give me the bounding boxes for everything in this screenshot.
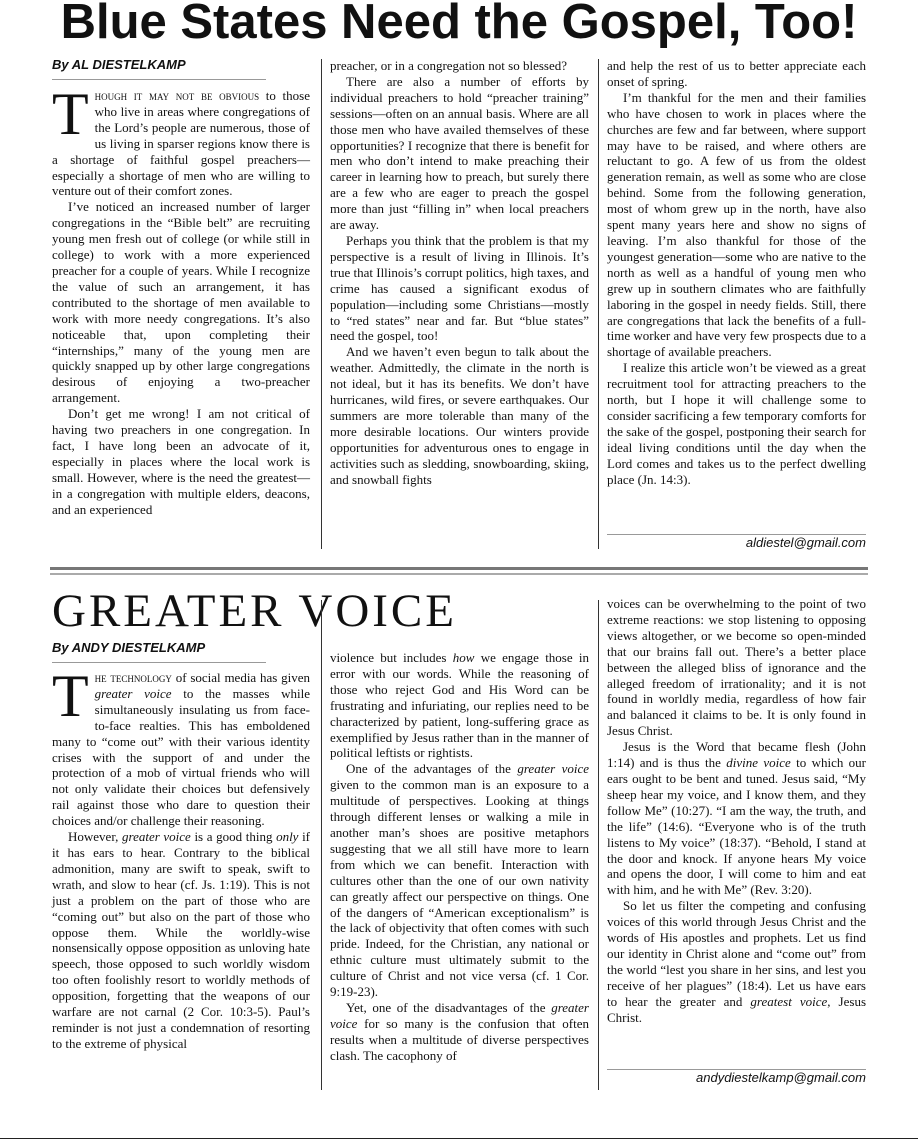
column-divider: [598, 600, 599, 1090]
article2-paragraph: Jesus is the Word that became flesh (John 1:14) and is thus the divine voice to which our ears ought to be bent and tuned. Jesus said, “My sheep hear my voice, and I know them, and they follow Me” (10:27). “I am the way, the truth, and the life” (14:6). “Everyone who is of the truth listens to My voice” (18:37). “Behold, I stand at the door and knock. If anyone hears My voice and opens the door, I will come to him and eat with him, and he with Me” (Rev. 3:20).: [607, 739, 867, 898]
article2-column-1: [52, 663, 311, 1052]
article2-byline: By ANDY DIESTELKAMP: [52, 640, 206, 655]
article1-paragraph: I realize this article won’t be viewed as a great recruitment tool for attracting preachers to the north, but I hope it will challenge some to consider sacrificing a few temporary comforts for the sake of the gospel, postponing their search for ideal living conditions until the day when the Lord comes and takes us to the perfect dwelling place (Jn. 14:3).: [607, 360, 866, 487]
article2-column-3: [607, 596, 866, 1025]
article1-column-3: [607, 58, 866, 487]
article2-title: GREATER VOICE: [52, 585, 457, 637]
column-divider: [321, 600, 322, 1090]
article2-column-2: [330, 650, 589, 1064]
article2-paragraph: Yet, one of the disadvantages of the greater voice for so many is the confusion that often results when a multitude of diverse perspectives clash. The cacophony of: [330, 999, 589, 1063]
drop-cap: T: [52, 81, 89, 147]
article1-paragraph: Though it may not be obvious to those who live in areas where congregations of the Lord’s people are numerous, those of us living in sparser regions know there is a shortage of faithful gospel preachers—especially a shortage of men who are willing to venture out of their comfort zones.: [52, 81, 310, 199]
article1-paragraph: Don’t get me wrong! I am not critical of having two preachers in one congregation. In fact, I have long been an advocate of it, especially in places where the local work is small. However, where is the need the greatest—in a congregation with multiple elders, deacons, and an experienced: [52, 406, 310, 517]
article1-column-2: [330, 58, 589, 487]
section-separator: [50, 567, 868, 570]
article2-email: andydiestelkamp@gmail.com: [696, 1070, 866, 1085]
article1-column-1: [52, 81, 310, 517]
article1-paragraph: And we haven’t even begun to talk about the weather. Admittedly, the climate in the north is not ideal, but it has its benefits. We don’t have hurricanes, wild fires, or severe earthquakes. Our summers are more tolerable than many of the more desirable locations. Our winters provide opportunities for adventurous ones to engage in activities such as sledding, snowboarding, skiing, and snowball fights: [330, 344, 589, 487]
article1-paragraph: and help the rest of us to better appreciate each onset of spring.: [607, 58, 866, 89]
drop-cap: T: [52, 663, 89, 729]
byline-rule: [52, 79, 266, 80]
article1-title: Blue States Need the Gospel, Too!: [60, 0, 858, 49]
article2-paragraph: violence but includes how we engage those in error with our words. While the reasoning of those who reject God and His Word can be frustrating and infuriating, our replies need to be characterized by patient, long-suffering grace as exemplified by Jesus rather than in the manner of political leftists or rightists.: [330, 650, 590, 761]
column-divider: [321, 59, 322, 549]
article2-paragraph: voices can be overwhelming to the point of two extreme reactions: we stop listening to opposing views altogether, or we become so open-minded that our brains fall out. There’s a better place between the alleged bliss of ignorance and the alleged freedom of irrationality; and it is not found in worldly media, regardless of how fair and balanced it claims to be. It is only found in Jesus Christ.: [607, 596, 866, 739]
column-divider: [598, 59, 599, 549]
article1-paragraph: preacher, or in a congregation not so blessed?: [330, 58, 568, 73]
article1-paragraph: There are also a number of efforts by individual preachers to hold “preacher training” sessions—often on an annual basis. Where are all those men who have availed themselves of these opportunities? I recognize that there is benefit for men who don’t intend to make preaching their career in learning how to preach, but surely there are a few who are eager to preach the gospel more than just “filling in” when local preachers are away.: [330, 73, 589, 233]
page-bottom-rule: [0, 1138, 918, 1139]
article1-byline: By AL DIESTELKAMP: [52, 57, 186, 72]
article2-paragraph: So let us filter the competing and confusing voices of this world through Jesus Christ and the words of His apostles and prophets. Let us find our identity in Christ alone and “come out” from the world “lest you share in her sins, and lest you receive of her plagues” (18:4). Let us have ears to hear the greater and greatest voice, Jesus Christ.: [607, 898, 866, 1025]
article2-paragraph: However, greater voice is a good thing only if it has ears to hear. Contrary to the biblical admonition, many are swift to speak, swift to wrath, and slow to hear (cf. Js. 1:19). This is not just a problem on the part of those who are “coming out” but also on the part of those who oppose them. While the worldly-wise nonsensically oppose opposition as unloving hate speech, those opposed to such worldly wisdom too often foolishly resort to worldly methods of opposition, forgetting that the weapons of our warfare are not carnal (2 Cor. 10:3-5). Paul’s reminder is not just a condemnation of resorting to the extreme of physical: [52, 829, 311, 1051]
section-separator: [50, 573, 868, 575]
article2-paragraph: One of the advantages of the greater voice given to the common man is an exposure to a multitude of perspectives. Looking at things through different lenses or walking a mile in another man’s shoes are positive metaphors suggesting that we all still have more to learn from which we can benefit. Interaction with cultures other than the one of our own nativity can greatly affect our perspective on things. One of the dangers of “American exceptionalism” is the lack of objectivity that often comes with such pride. Indeed, for the Christian, any national or ethnic culture must ultimately submit to the culture of Christ and not vice versa (cf. 1 Cor. 9:19-23).: [330, 761, 589, 1000]
article1-paragraph: I’m thankful for the men and their families who have chosen to work in places where the churches are few and far between, where support may have to be raised, and where others are reluctant to go. A few of us from the oldest generation remain, as well as some who are close behind. Some from the following generation, most of whom grew up in the north, have also spent many years here and show no signs of leaving. I’m also thankful for those of the youngest generation—some who are native to the north as well as a handful of young men who grew up in southern climates who are faithfully laboring in the gospel in needy fields. Still, there are congregations that lack the benefits of a full-time worker and have very few prospects due to a shortage of available preachers.: [607, 89, 866, 360]
article1-email: aldiestel@gmail.com: [745, 535, 866, 550]
article2-paragraph: The technology of social media has given greater voice to the masses while simultaneously insulating us from face-to-face realties. This has emboldened many to “come out” with their various identity crises with the support of and under the protection of a mob of virtual friends who will not only validate their choices but defensively rail against those who dare to question their choices and/or challenge their reasoning.: [52, 663, 310, 829]
article1-paragraph: Perhaps you think that the problem is that my perspective is a result of living in Illinois. It’s true that Illinois’s corrupt politics, high taxes, and crime has caused a significant exodus of population—including some Christians—mostly to “red states” near and far. But “blue states” need the gospel, too!: [330, 232, 589, 344]
article1-paragraph: I’ve noticed an increased number of larger congregations in the “Bible belt” are recruiting young men fresh out of college (or while still in college) to work with a more experienced preacher for a couple of years. While I recognize the value of such an arrangement, it has contributed to the shortage of men available to work with more needy congregations. It’s also noticeable that, upon completing their “internships,” many of the young men are quickly snapped up by other large congregations desirous of enjoying a two-preacher arrangement.: [52, 199, 310, 406]
